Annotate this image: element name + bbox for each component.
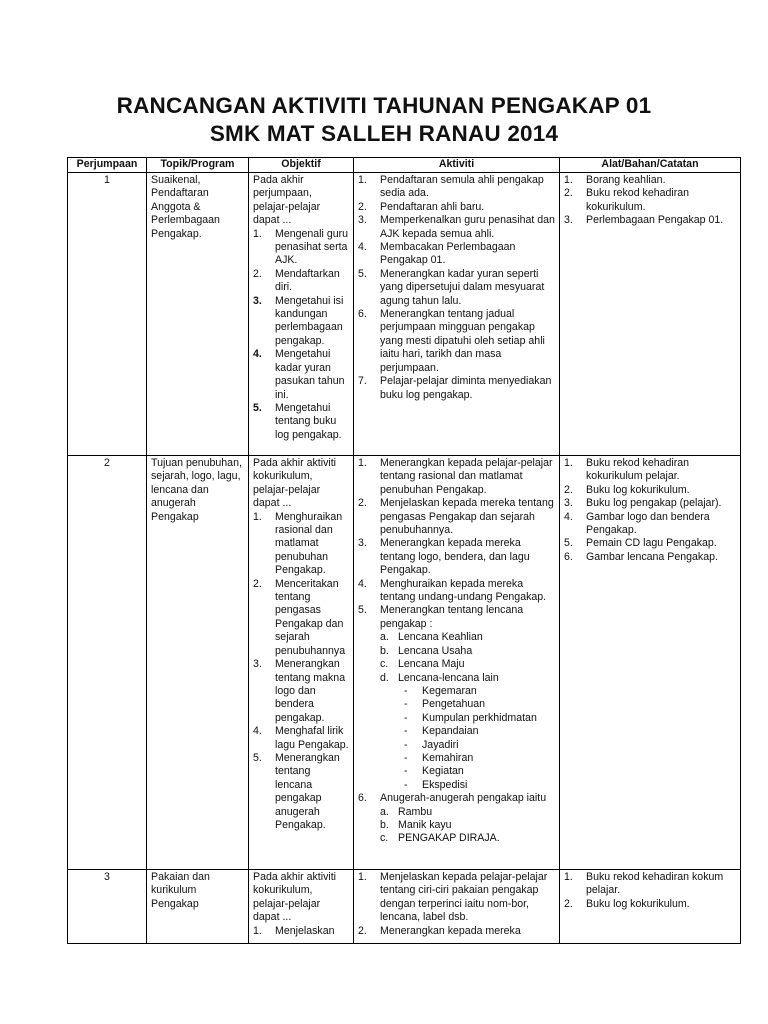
list-item: 2. Buku log kokurikulum. [564, 897, 690, 910]
topic-cell: Tujuan penubuhan, sejarah, logo, lagu, lencana dan anugerah Pengakap [147, 456, 249, 870]
list-item: 5. Menerangkan tentang lencana pengakap : a. Lencana Keahlian b. Lencana Usaha c. Lencana Maju d. Lencana-lencana lain - Kegemaran - Pengetahuan - Kumpulan perkhidmatan - Kepandaian - Jayadiri - Kemahiran - Kegiatan - Ekspedisi [358, 604, 555, 792]
table-row [68, 173, 741, 456]
list-item: c. Lencana Maju [380, 658, 465, 671]
activity-plan-table [67, 157, 741, 944]
list-item: 1. Menjelaskan kepada pelajar-pelajar tentang ciri-ciri pakaian pengakap dengan terperinci iaitu nom-bor, lencana, label dsb. [358, 871, 548, 924]
objective-cell [249, 456, 354, 870]
list-item: 4. Gambar logo dan bendera Pengakap. [564, 510, 710, 537]
list-item: 2. Buku rekod kehadiran kokurikulum. [564, 187, 690, 213]
document-title-line-2: SMK MAT SALLEH RANAU 2014 [209, 121, 559, 146]
table-row [68, 870, 741, 944]
list-item: a. Rambu [380, 805, 433, 818]
materials-list [564, 174, 736, 228]
list-item: 6. Anugerah-anugerah pengakap iaitu a. Rambu b. Manik kayu c. PENGAKAP DIRAJA. [358, 792, 555, 846]
objective-list [253, 925, 349, 938]
other-badges-list [398, 685, 555, 792]
list-item: 3. Buku log pengakap (pelajar). [564, 497, 722, 510]
table-header-row [68, 158, 741, 173]
badge-list [380, 631, 555, 792]
list-item: 1. Mengenali guru penasihat serta AJK. [253, 227, 349, 267]
meeting-number: 1 [68, 173, 147, 456]
table-row [68, 456, 741, 870]
list-item: 4. Mengetahui kadar yuran pasukan tahun ini. [253, 348, 345, 401]
list-item: c. PENGAKAP DIRAJA. [380, 832, 500, 845]
list-item: b. Manik kayu [380, 818, 452, 831]
objective-intro: Pada akhir perjumpaan, pelajar-pelajar dapat ... [253, 174, 321, 227]
list-item: - Kepandaian [404, 725, 479, 738]
list-item: 3. Mengetahui isi kandungan perlembagaan pengakap. [253, 294, 344, 347]
list-item: 2. Menceritakan tentang pengasas Pengakap dan sejarah penubuhannya [253, 577, 346, 657]
list-item: 7. Pelajar-pelajar diminta menyediakan buku log pengakap. [358, 375, 552, 401]
objective-cell [249, 870, 354, 944]
activity-cell [354, 870, 560, 944]
list-item: 6. Gambar lencana Pengakap. [564, 550, 718, 563]
list-item: - Pengetahuan [404, 698, 486, 711]
meeting-number: 2 [68, 456, 147, 870]
list-item: 1. Borang keahlian. [564, 174, 666, 186]
list-item: 6. Menerangkan tentang jadual perjumpaan mingguan pengakap yang mesti dipatuhi oleh setiap ahli iaitu hari, tarikh dan masa perjumpaan. [358, 308, 545, 374]
list-item: 1. Buku rekod kehadiran kokurikulum pelajar. [564, 457, 690, 483]
topic-cell: Pakaian dan kurikulum Pengakap [147, 870, 249, 944]
header-alat-bahan-catatan: Alat/Bahan/Catatan [560, 158, 741, 173]
list-item: - Kumpulan perkhidmatan [404, 711, 537, 724]
materials-cell [560, 456, 741, 870]
list-item: 2. Menerangkan kepada mereka [358, 924, 521, 937]
materials-list [564, 871, 736, 911]
list-item: 5. Menerangkan kadar yuran seperti yang dipersetujui dalam mesyuarat agung tahun lalu. [358, 267, 545, 307]
list-item: 1. Menerangkan kepada pelajar-pelajar tentang rasional dan matlamat penubuhan Pengakap. [358, 457, 553, 496]
list-item: 5. Pemain CD lagu Pengakap. [564, 537, 717, 550]
materials-cell [560, 870, 741, 944]
list-item: 4. Membacakan Perlembagaan Pengakap 01. [358, 241, 516, 267]
list-item: - Ekspedisi [404, 778, 468, 791]
list-item: 1. Pendaftaran semula ahli pengakap sedia ada. [358, 174, 544, 200]
activity-list [358, 457, 555, 846]
list-item: - Kegiatan [404, 765, 464, 778]
activity-list [358, 871, 555, 938]
materials-list [564, 457, 736, 564]
list-item: 3. Menerangkan tentang makna logo dan bendera pengakap. [253, 658, 346, 724]
objective-intro: Pada akhir aktiviti kokurikulum, pelajar-pelajar dapat ... [253, 457, 337, 510]
objective-list [253, 228, 349, 443]
list-item: 4. Menghafal lirik lagu Pengakap. [253, 725, 349, 751]
header-objektif: Objektif [249, 158, 354, 173]
header-aktiviti: Aktiviti [354, 158, 560, 173]
header-perjumpaan: Perjumpaan [68, 158, 147, 173]
objective-list [253, 511, 349, 833]
list-item: 5. Mengetahui tentang buku log pengakap. [253, 401, 342, 441]
activity-list [358, 174, 555, 402]
list-item: 2. Mendaftarkan diri. [253, 267, 340, 294]
list-item: - Kegemaran [404, 684, 477, 697]
list-item: 1. Menghuraikan rasional dan matlamat penubuhan Pengakap. [253, 510, 343, 577]
list-item: 5. Menerangkan tentang lencana pengakap anugerah Pengakap. [253, 751, 340, 831]
list-item: - Jayadiri [404, 738, 459, 751]
activity-cell [354, 456, 560, 870]
list-item: 1. Buku rekod kehadiran kokum pelajar. [564, 871, 724, 897]
list-item: 3. Perlembagaan Pengakap 01. [564, 214, 724, 227]
topic-cell: Suaikenal, Pendaftaran Anggota & Perlembagaan Pengakap. [147, 173, 249, 456]
materials-cell [560, 173, 741, 456]
list-item: 3. Menerangkan kepada mereka tentang logo, bendera, dan lagu Pengakap. [358, 537, 530, 577]
list-item: 4. Menghuraikan kepada mereka tentang undang-undang Pengakap. [358, 577, 547, 604]
list-item: 2. Pendaftaran ahli baru. [358, 200, 485, 213]
objective-cell [249, 173, 354, 456]
list-item: d. Lencana-lencana lain - Kegemaran - Pengetahuan - Kumpulan perkhidmatan - Kepandaian - Jayadiri - Kemahiran - Kegiatan - Ekspedisi [380, 672, 555, 793]
objective-intro: Pada akhir aktiviti kokurikulum, pelajar-pelajar dapat ... [253, 871, 337, 924]
list-item: 1. Menjelaskan [253, 924, 335, 937]
meeting-number: 3 [68, 870, 147, 944]
list-item: - Kemahiran [404, 751, 474, 764]
document-title-line-1: RANCANGAN AKTIVITI TAHUNAN PENGAKAP 01 [116, 93, 652, 118]
list-item: 2. Menjelaskan kepada mereka tentang pengasas Pengakap dan sejarah penubuhannya. [358, 497, 554, 537]
header-topik-program: Topik/Program [147, 158, 249, 173]
award-list [380, 806, 555, 846]
list-item: a. Lencana Keahlian [380, 631, 483, 644]
list-item: 3. Memperkenalkan guru penasihat dan AJK kepada semua ahli. [358, 214, 555, 240]
activity-cell [354, 173, 560, 456]
list-item: 2. Buku log kokurikulum. [564, 483, 690, 496]
list-item: b. Lencana Usaha [380, 644, 473, 657]
